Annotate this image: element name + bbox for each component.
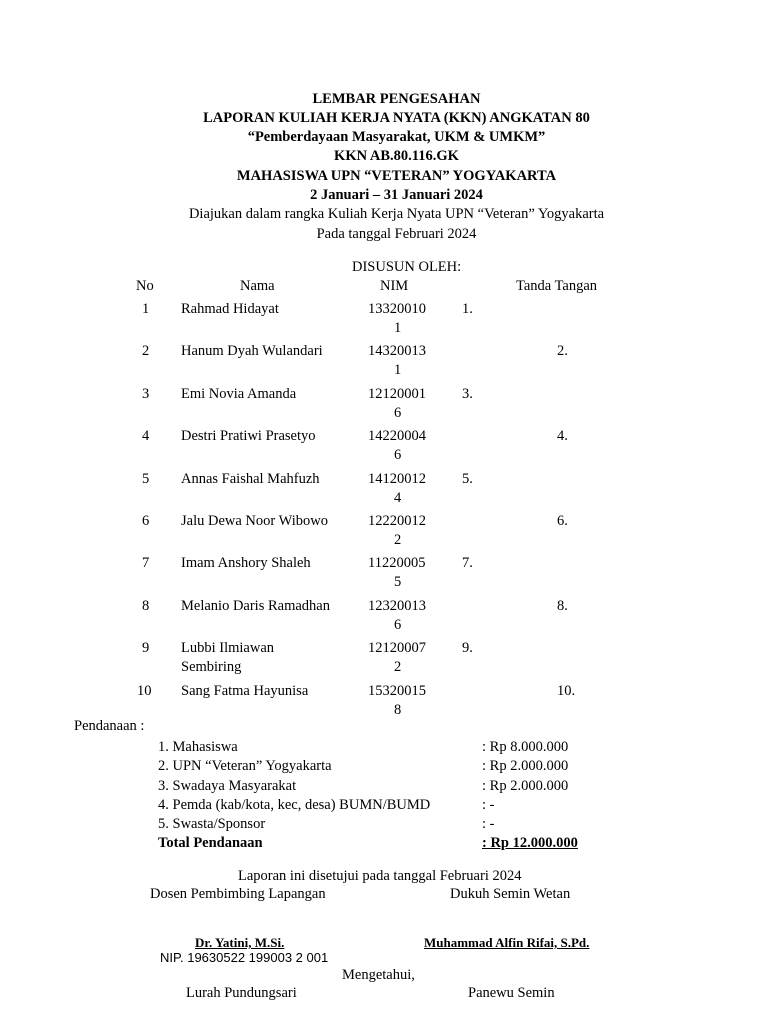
row-nim-cont: 5 [394, 574, 402, 590]
row-number: 7 [142, 555, 150, 571]
kkn-code: KKN AB.80.116.GK [334, 148, 459, 164]
funding-total-amount: : Rp 12.000.000 [482, 835, 578, 851]
row-name-cont: Sembiring [181, 659, 242, 675]
approval-text: Laporan ini disetujui pada tanggal Februari 2024 [238, 868, 522, 884]
row-nim: 14220004 [368, 428, 426, 444]
row-nim-cont: 4 [394, 490, 402, 506]
row-number: 8 [142, 598, 150, 614]
row-number: 6 [142, 513, 150, 529]
row-signature-number: 4. [557, 428, 568, 444]
header-nim: NIM [380, 278, 409, 294]
row-signature-number: 10. [557, 683, 576, 699]
row-nim-cont: 1 [394, 362, 402, 378]
funding-item-amount: : Rp 2.000.000 [482, 778, 569, 794]
submission-note: Diajukan dalam rangka Kuliah Kerja Nyata UPN “Veteran” Yogyakarta [188, 206, 605, 222]
row-signature-number: 5. [462, 471, 473, 487]
row-nim-cont: 1 [394, 320, 402, 336]
row-nim: 14120012 [368, 471, 426, 487]
funding-item-label: 1. Mahasiswa [158, 739, 238, 755]
date-range: 2 Januari – 31 Januari 2024 [310, 187, 483, 203]
row-nim-cont: 6 [394, 447, 402, 463]
row-name: Rahmad Hidayat [181, 301, 279, 317]
row-nim: 12120001 [368, 386, 426, 402]
row-nim: 12220012 [368, 513, 426, 529]
theme-title: “Pemberdayaan Masyarakat, UKM & UMKM” [247, 129, 546, 145]
row-signature-number: 7. [462, 555, 473, 571]
submission-date: Pada tanggal Februari 2024 [316, 226, 477, 242]
row-name: Destri Pratiwi Prasetyo [181, 428, 316, 444]
row-nim-cont: 2 [394, 659, 402, 675]
left-signer-nip: NIP. 19630522 199003 2 001 [160, 950, 329, 965]
row-signature-number: 3. [462, 386, 473, 402]
header-tanda-tangan: Tanda Tangan [516, 278, 598, 294]
row-name: Lubbi Ilmiawan [181, 640, 275, 656]
row-nim: 14320013 [368, 343, 426, 359]
row-signature-number: 1. [462, 301, 473, 317]
funding-item-amount: : - [482, 797, 495, 813]
row-nim-cont: 6 [394, 405, 402, 421]
row-signature-number: 6. [557, 513, 568, 529]
bottom-right-role: Panewu Semin [468, 985, 555, 1001]
row-number: 4 [142, 428, 150, 444]
funding-item-label: 3. Swadaya Masyarakat [158, 778, 297, 794]
funding-item-amount: : Rp 2.000.000 [482, 758, 569, 774]
row-name: Imam Anshory Shaleh [181, 555, 311, 571]
row-name: Annas Faishal Mahfuzh [181, 471, 320, 487]
right-signer-name: Muhammad Alfin Rifai, S.Pd. [424, 935, 590, 950]
row-nim: 12320013 [368, 598, 426, 614]
row-name: Emi Novia Amanda [181, 386, 297, 402]
row-nim: 12120007 [368, 640, 426, 656]
funding-item-amount: : - [482, 816, 495, 832]
funding-item-amount: : Rp 8.000.000 [482, 739, 569, 755]
row-signature-number: 2. [557, 343, 568, 359]
header-nama: Nama [240, 278, 275, 294]
funding-title: Pendanaan : [74, 718, 145, 734]
funding-total-label: Total Pendanaan [158, 835, 263, 851]
university-title: MAHASISWA UPN “VETERAN” YOGYAKARTA [236, 168, 557, 184]
row-name: Jalu Dewa Noor Wibowo [181, 513, 328, 529]
row-number: 2 [142, 343, 150, 359]
row-number: 5 [142, 471, 150, 487]
row-nim-cont: 8 [394, 702, 402, 718]
row-nim: 11220005 [368, 555, 426, 571]
doc-title: LEMBAR PENGESAHAN [312, 91, 481, 107]
row-nim: 15320015 [368, 683, 426, 699]
left-signer-name: Dr. Yatini, M.Si. [195, 935, 285, 950]
row-name: Hanum Dyah Wulandari [181, 343, 323, 359]
row-nim-cont: 6 [394, 617, 402, 633]
row-number: 9 [142, 640, 150, 656]
header-no: No [136, 278, 154, 294]
funding-item-label: 4. Pemda (kab/kota, kec, desa) BUMN/BUMD [158, 797, 431, 813]
right-signer-role: Dukuh Semin Wetan [450, 886, 571, 902]
authors-caption: DISUSUN OLEH: [352, 259, 462, 275]
row-number: 1 [142, 301, 150, 317]
row-nim-cont: 2 [394, 532, 402, 548]
row-number: 3 [142, 386, 150, 402]
row-signature-number: 8. [557, 598, 568, 614]
report-title: LAPORAN KULIAH KERJA NYATA (KKN) ANGKATAN 80 [203, 110, 590, 126]
left-signer-role: Dosen Pembimbing Lapangan [150, 886, 326, 902]
row-signature-number: 9. [462, 640, 473, 656]
row-name: Melanio Daris Ramadhan [181, 598, 330, 614]
row-nim: 13320010 [368, 301, 426, 317]
row-name: Sang Fatma Hayunisa [181, 683, 309, 699]
funding-item-label: 2. UPN “Veteran” Yogyakarta [158, 758, 332, 774]
funding-item-label: 5. Swasta/Sponsor [158, 816, 266, 832]
known-by: Mengetahui, [342, 967, 415, 983]
bottom-left-role: Lurah Pundungsari [186, 985, 297, 1001]
row-number: 10 [137, 683, 152, 699]
